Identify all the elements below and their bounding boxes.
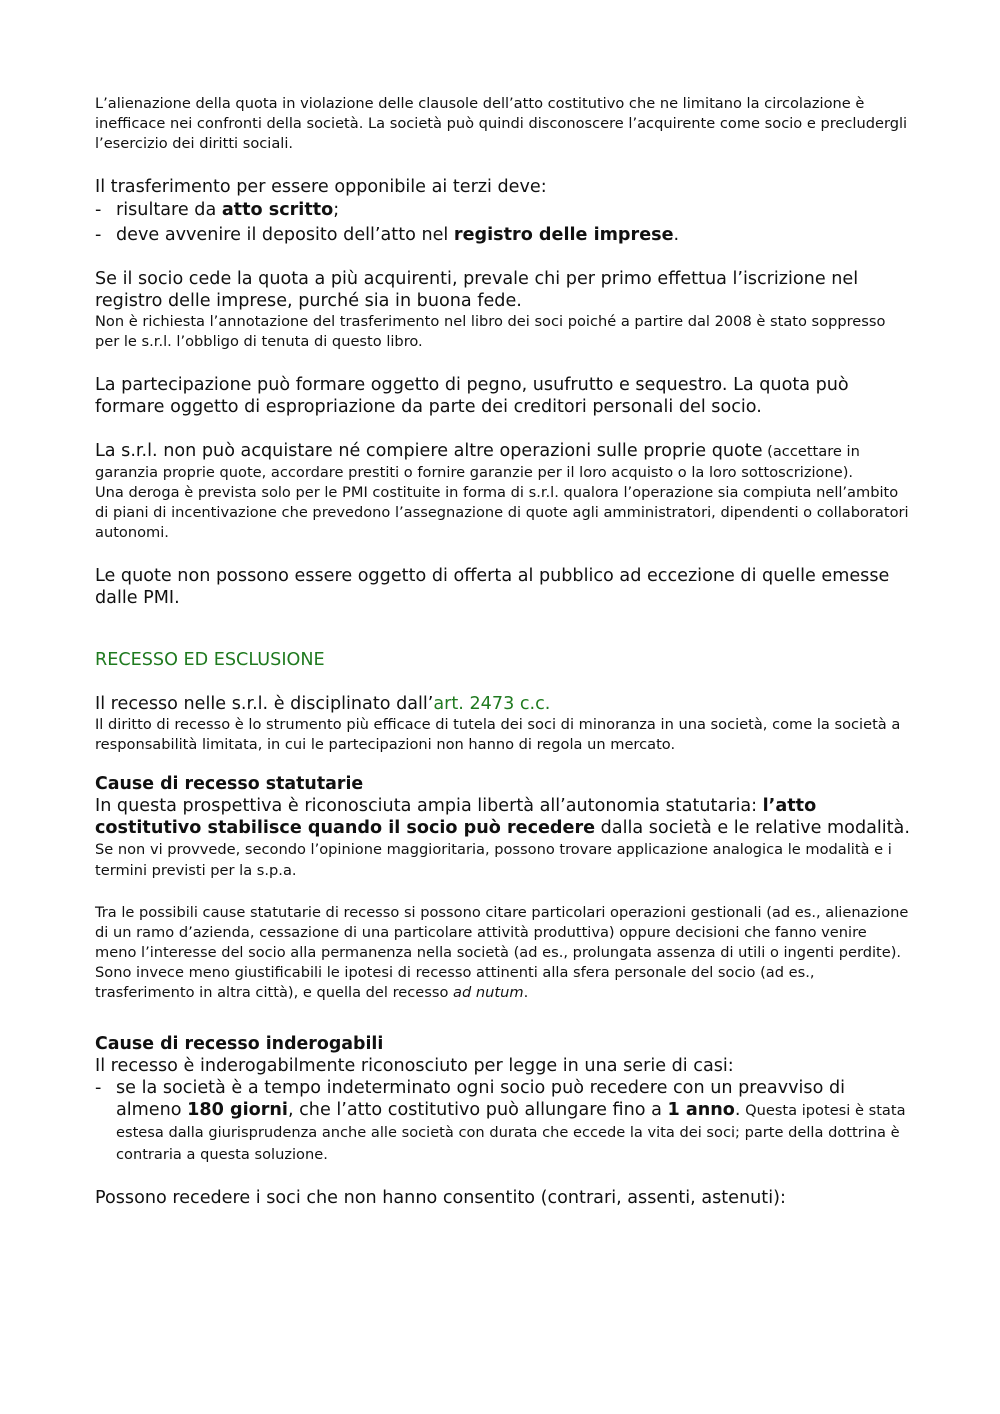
requirements-list [95, 198, 910, 248]
list-item: - risultare da atto scritto; [95, 198, 910, 223]
bold-term: 180 giorni [187, 1100, 288, 1120]
bold-term: 1 anno [667, 1100, 735, 1120]
paragraph-ad-nutum: Sono invece meno giustificabili le ipotesi di recesso attinenti alla sfera personale del socio (ad es., trasferimento in altra città), e quella del recesso ad nutum. [95, 964, 815, 1001]
dash-bullet: - [95, 225, 102, 245]
bold-term: atto scritto [221, 200, 334, 220]
paragraph-cause-statutarie-esempi: Tra le possibili cause statutarie di recesso si possono citare particolari operazioni gestionali (ad es., alienazione di un ramo d’azienda, cessazione di una particolare attività produttiva) oppure decisioni che fanno venire meno l’interesse del socio alla permanenza nella società (ad es., prolungata assenza di utili o ingenti perdite). [95, 904, 909, 961]
heading-cause-inderogabili: Cause di recesso inderogabili [95, 1034, 384, 1054]
paragraph-cessione-plurima: Se il socio cede la quota a più acquirenti, prevale chi per primo effettua l’iscrizione nel registro delle imprese, purché sia in buona fede. [95, 269, 859, 311]
paragraph-possono-recedere: Possono recedere i soci che non hanno consentito (contrari, assenti, astenuti): [95, 1188, 786, 1208]
paragraph-trasferimento: Il trasferimento per essere opponibile ai terzi deve: [95, 177, 547, 197]
italic-term: ad nutum [453, 984, 524, 1001]
paragraph-libro-soci-note: Non è richiesta l’annotazione del trasferimento nel libro dei soci poiché a partire dal 2008 è stato soppresso per le s.r.l. l’obbligo di tenuta di questo libro. [95, 313, 886, 350]
paragraph-recesso-legge: Il recesso è inderogabilmente riconosciuto per legge in una serie di casi: [95, 1056, 734, 1076]
paragraph-pegno: La partecipazione può formare oggetto di pegno, usufrutto e sequestro. La quota può formare oggetto di espropriazione da parte dei creditori personali del socio. [95, 375, 849, 417]
list-item: - deve avvenire il deposito dell’atto nel registro delle imprese. [95, 223, 910, 248]
list-item: - se la società è a tempo indeterminato ogni socio può recedere con un preavviso di almeno 180 giorni, che l’atto costitutivo può allungare fino a 1 anno. Questa ipotesi è stata estesa dalla giurisprudenza anche alle società con durata che eccede la vita dei soci; parte della dottrina è contraria a questa soluzione. [95, 1078, 906, 1163]
section-title: RECESSO ED ESCLUSIONE [95, 650, 325, 670]
paragraph-offerta-pubblico: Le quote non possono essere oggetto di offerta al pubblico ad eccezione di quelle emesse dalle PMI. [95, 566, 890, 608]
dash-bullet: - [95, 200, 102, 220]
document-page [95, 94, 910, 1209]
paragraph-acquisto-quote: La s.r.l. non può acquistare né compiere altre operazioni sulle proprie quote (accettare in garanzia proprie quote, accordare prestiti o fornire garanzie per il loro acquisto o la loro sottoscrizione). [95, 441, 860, 481]
dash-bullet: - [95, 1078, 102, 1098]
article-reference: art. 2473 c.c. [433, 694, 551, 714]
bold-term: registro delle imprese [453, 225, 674, 245]
paragraph-recesso-intro: Il recesso nelle s.r.l. è disciplinato dall’art. 2473 c.c. [95, 694, 551, 714]
inderogabili-list [95, 1077, 910, 1165]
paragraph-deroga-pmi: Una deroga è prevista solo per le PMI costituite in forma di s.r.l. qualora l’operazione sia compiuta nell’ambito di piani di incentivazione che prevedono l’assegnazione di quote agli amministratori, dipendenti o collaboratori autonomi. [95, 484, 909, 541]
paragraph-alienazione: L’alienazione della quota in violazione delle clausole dell’atto costitutivo che ne limitano la circolazione è inefficace nei confronti della società. La società può quindi disconoscere l’acquirente come socio e precludergli l’esercizio dei diritti sociali. [95, 95, 908, 152]
bold-phrase: l’atto costitutivo stabilisce quando il socio può recedere [95, 796, 817, 838]
paragraph-autonomia-statutaria: In questa prospettiva è riconosciuta ampia libertà all’autonomia statutaria: l’atto costitutivo stabilisce quando il socio può recedere dalla società e le relative modalità. Se non vi provvede, secondo l’opinione maggioritaria, possono trovare applicazione analogica le modalità e i termini previsti per la s.p.a. [95, 796, 910, 879]
paragraph-diritto-recesso: Il diritto di recesso è lo strumento più efficace di tutela dei soci di minoranza in una società, come la società a responsabilità limitata, in cui le partecipazioni non hanno di regola un mercato. [95, 716, 901, 753]
heading-cause-statutarie: Cause di recesso statutarie [95, 774, 364, 794]
